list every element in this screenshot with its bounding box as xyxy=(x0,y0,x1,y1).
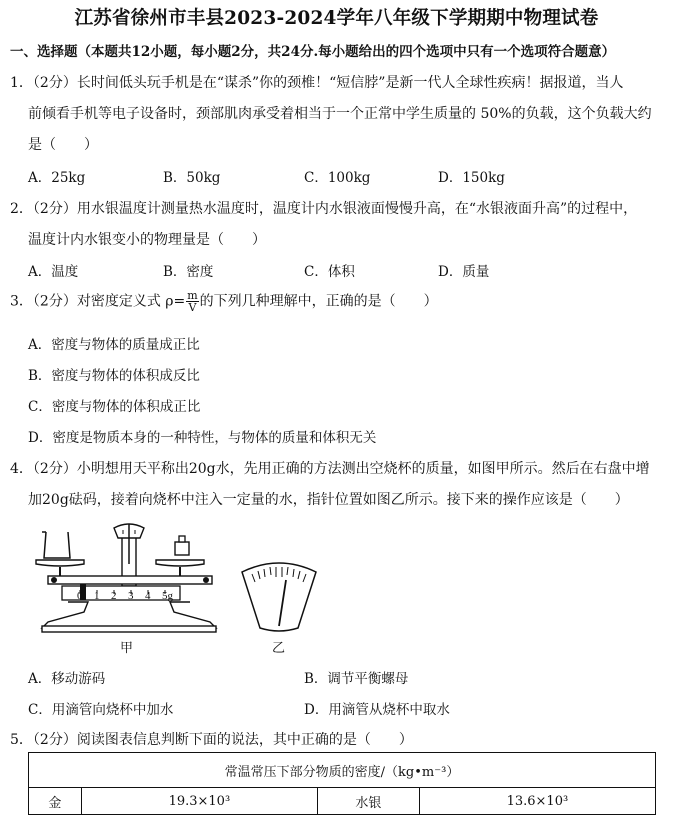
pointer-dial-figure xyxy=(236,560,322,636)
table-cell: 金 xyxy=(29,788,82,815)
page-title: 江苏省徐州市丰县2023-2024学年八年级下学期期中物理试卷 xyxy=(74,8,599,29)
figure-caption-jia: 甲 xyxy=(120,641,134,656)
q3-line1 xyxy=(10,290,438,313)
q1-option-b: B．50kg xyxy=(163,170,221,186)
fraction-denominator: V xyxy=(188,301,197,314)
q4-option-a: A．移动游码 xyxy=(28,671,106,687)
table-cell: 水银 xyxy=(317,788,419,815)
q4-line1: 4．（2分）小明想用天平称出20g水，先用正确的方法测出空烧杯的质量，如图甲所示。然后在右盘中增 xyxy=(10,461,650,477)
scale-tick-label: 2 xyxy=(111,590,117,602)
q3-option-a: A．密度与物体的质量成正比 xyxy=(28,337,200,353)
beaker-icon xyxy=(44,532,70,558)
q1-line1: 1．（2分）长时间低头玩手机是在“谋杀”你的颈椎！“短信脖”是新一代人全球性疾病！据报道，当人 xyxy=(10,75,624,91)
weight-icon xyxy=(175,542,189,555)
balance-figure xyxy=(28,518,228,636)
scale-tick-label: 0 xyxy=(77,590,83,602)
q3-option-d: D．密度是物质本身的一种特性，与物体的质量和体积无关 xyxy=(28,430,377,446)
table-row xyxy=(29,788,656,815)
q2-line1: 2．（2分）用水银温度计测量热水温度时，温度计内水银液面慢慢升高，在“水银液面升高”的过程中， xyxy=(10,201,638,217)
table-cell: 19.3×10³ xyxy=(81,788,317,815)
q2-option-d: D．质量 xyxy=(438,264,490,280)
fraction-numerator: m xyxy=(187,289,198,302)
scale-tick-label: 5g xyxy=(162,590,173,602)
section-heading: 一、选择题（本题共12小题，每小题2分，共24分.每小题给出的四个选项中只有一个选项符合题意） xyxy=(10,44,616,60)
q4-line2: 加20g砝码，接着向烧杯中注入一定量的水，指针位置如图乙所示。接下来的操作应该是（ ） xyxy=(28,492,629,508)
q3-suffix: 的下列几种理解中，正确的是（ ） xyxy=(199,293,438,310)
q2-option-c: C．体积 xyxy=(304,264,355,280)
q3-option-b: B．密度与物体的体积成反比 xyxy=(28,368,200,384)
q4-option-c: C．用滴管向烧杯中加水 xyxy=(28,702,174,718)
q1-line3: 是（ ） xyxy=(28,137,98,153)
q1-option-d: D．150kg xyxy=(438,170,505,186)
q1-option-a: A．25kg xyxy=(28,170,86,186)
table-cell: 13.6×10³ xyxy=(419,788,655,815)
scale-tick-label: 4 xyxy=(145,590,151,602)
q3-option-c: C．密度与物体的体积成正比 xyxy=(28,399,201,415)
q3-prefix: 3．（2分）对密度定义式 ρ= xyxy=(10,293,186,310)
q1-line2: 前倾看手机等电子设备时，颈部肌肉承受着相当于一个正常中学生质量的 50%的负载，这个负载大约 xyxy=(28,106,652,122)
scale-tick-label: 1 xyxy=(94,590,100,602)
q2-option-b: B．密度 xyxy=(163,264,214,280)
q4-option-b: B．调节平衡螺母 xyxy=(304,671,409,687)
q4-option-d: D．用滴管从烧杯中取水 xyxy=(304,702,450,718)
q5-line1: 5．（2分）阅读图表信息判断下面的说法，其中正确的是（ ） xyxy=(10,732,413,748)
density-fraction xyxy=(186,290,198,313)
q2-option-a: A．温度 xyxy=(28,264,79,280)
q1-option-c: C．100kg xyxy=(304,170,371,186)
density-table-header: 常温常压下部分物质的密度/（kg•m⁻³） xyxy=(29,753,656,788)
q2-line2: 温度计内水银变小的物理量是（ ） xyxy=(28,232,266,248)
density-table xyxy=(28,752,656,815)
figure-caption-yi: 乙 xyxy=(272,641,286,656)
scale-tick-label: 3 xyxy=(128,590,134,602)
